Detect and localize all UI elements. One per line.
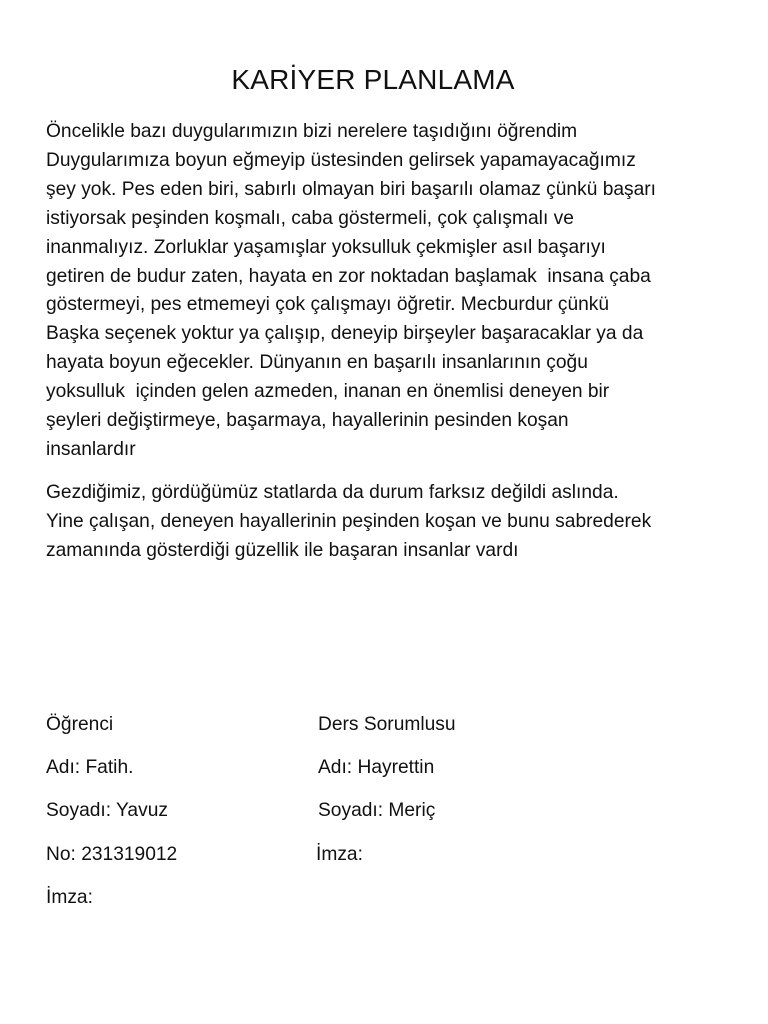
paragraph-line: göstermeyi, pes etmemeyi çok çalışmayı öğretir. Mecburdur çünkü	[46, 294, 610, 316]
instructor-surname: Soyadı: Meriç	[318, 800, 436, 821]
instructor-signature-label: İmza:	[316, 844, 363, 865]
instructor-name: Adı: Hayrettin	[318, 757, 435, 778]
paragraph-line: zamanında gösterdiği güzellik ile başaran insanlar vardı	[46, 539, 519, 561]
paragraph-line: Duygularımıza boyun eğmeyip üstesinden gelirsek yapamayacağımız	[46, 149, 636, 171]
instructor-heading: Ders Sorumlusu	[318, 714, 456, 735]
paragraph-line: Başka seçenek yoktur ya çalışıp, deneyip birşeyler başaracaklar ya da	[46, 323, 644, 345]
paragraph-line: hayata boyun eğecekler. Dünyanın en başarılı insanlarının çoğu	[46, 352, 588, 374]
paragraph-line: yoksulluk içinden gelen azmeden, inanan en önemlisi deneyen bir	[46, 381, 610, 403]
paragraph-2	[46, 479, 726, 566]
student-heading: Öğrenci	[46, 714, 114, 735]
paragraph-line: Öncelikle bazı duygularımızın bizi nerelere taşıdığını öğrendim	[46, 121, 578, 142]
paragraph-1	[46, 118, 726, 465]
paragraph-line: şeyleri değiştirmeye, başarmaya, hayallerinin pesinden koşan	[46, 410, 569, 432]
paragraph-line: Gezdiğimiz, gördüğümüz statlarda da durum farksız değildi aslında.	[46, 482, 619, 503]
document-title: KARİYER PLANLAMA	[231, 64, 515, 95]
paragraph-line: istiyorsak peşinden koşmalı, caba göstermeli, çok çalışmalı ve	[46, 207, 574, 229]
paragraph-line: getiren de budur zaten, hayata en zor noktadan başlamak insana çaba	[46, 265, 651, 287]
student-number: No: 231319012	[46, 844, 178, 865]
paragraph-line: inanmalıyız. Zorluklar yaşamışlar yoksulluk çekmişler asıl başarıyı	[46, 236, 606, 258]
paragraph-line: şey yok. Pes eden biri, sabırlı olmayan biri başarılı olamaz çünkü başarı	[46, 178, 657, 200]
student-surname: Soyadı: Yavuz	[46, 800, 168, 821]
student-signature-label: İmza:	[46, 887, 93, 908]
student-name: Adı: Fatih.	[46, 757, 134, 778]
paragraph-line: insanlardır	[46, 438, 136, 460]
paragraph-line: Yine çalışan, deneyen hayallerinin peşinden koşan ve bunu sabrederek	[46, 510, 652, 532]
